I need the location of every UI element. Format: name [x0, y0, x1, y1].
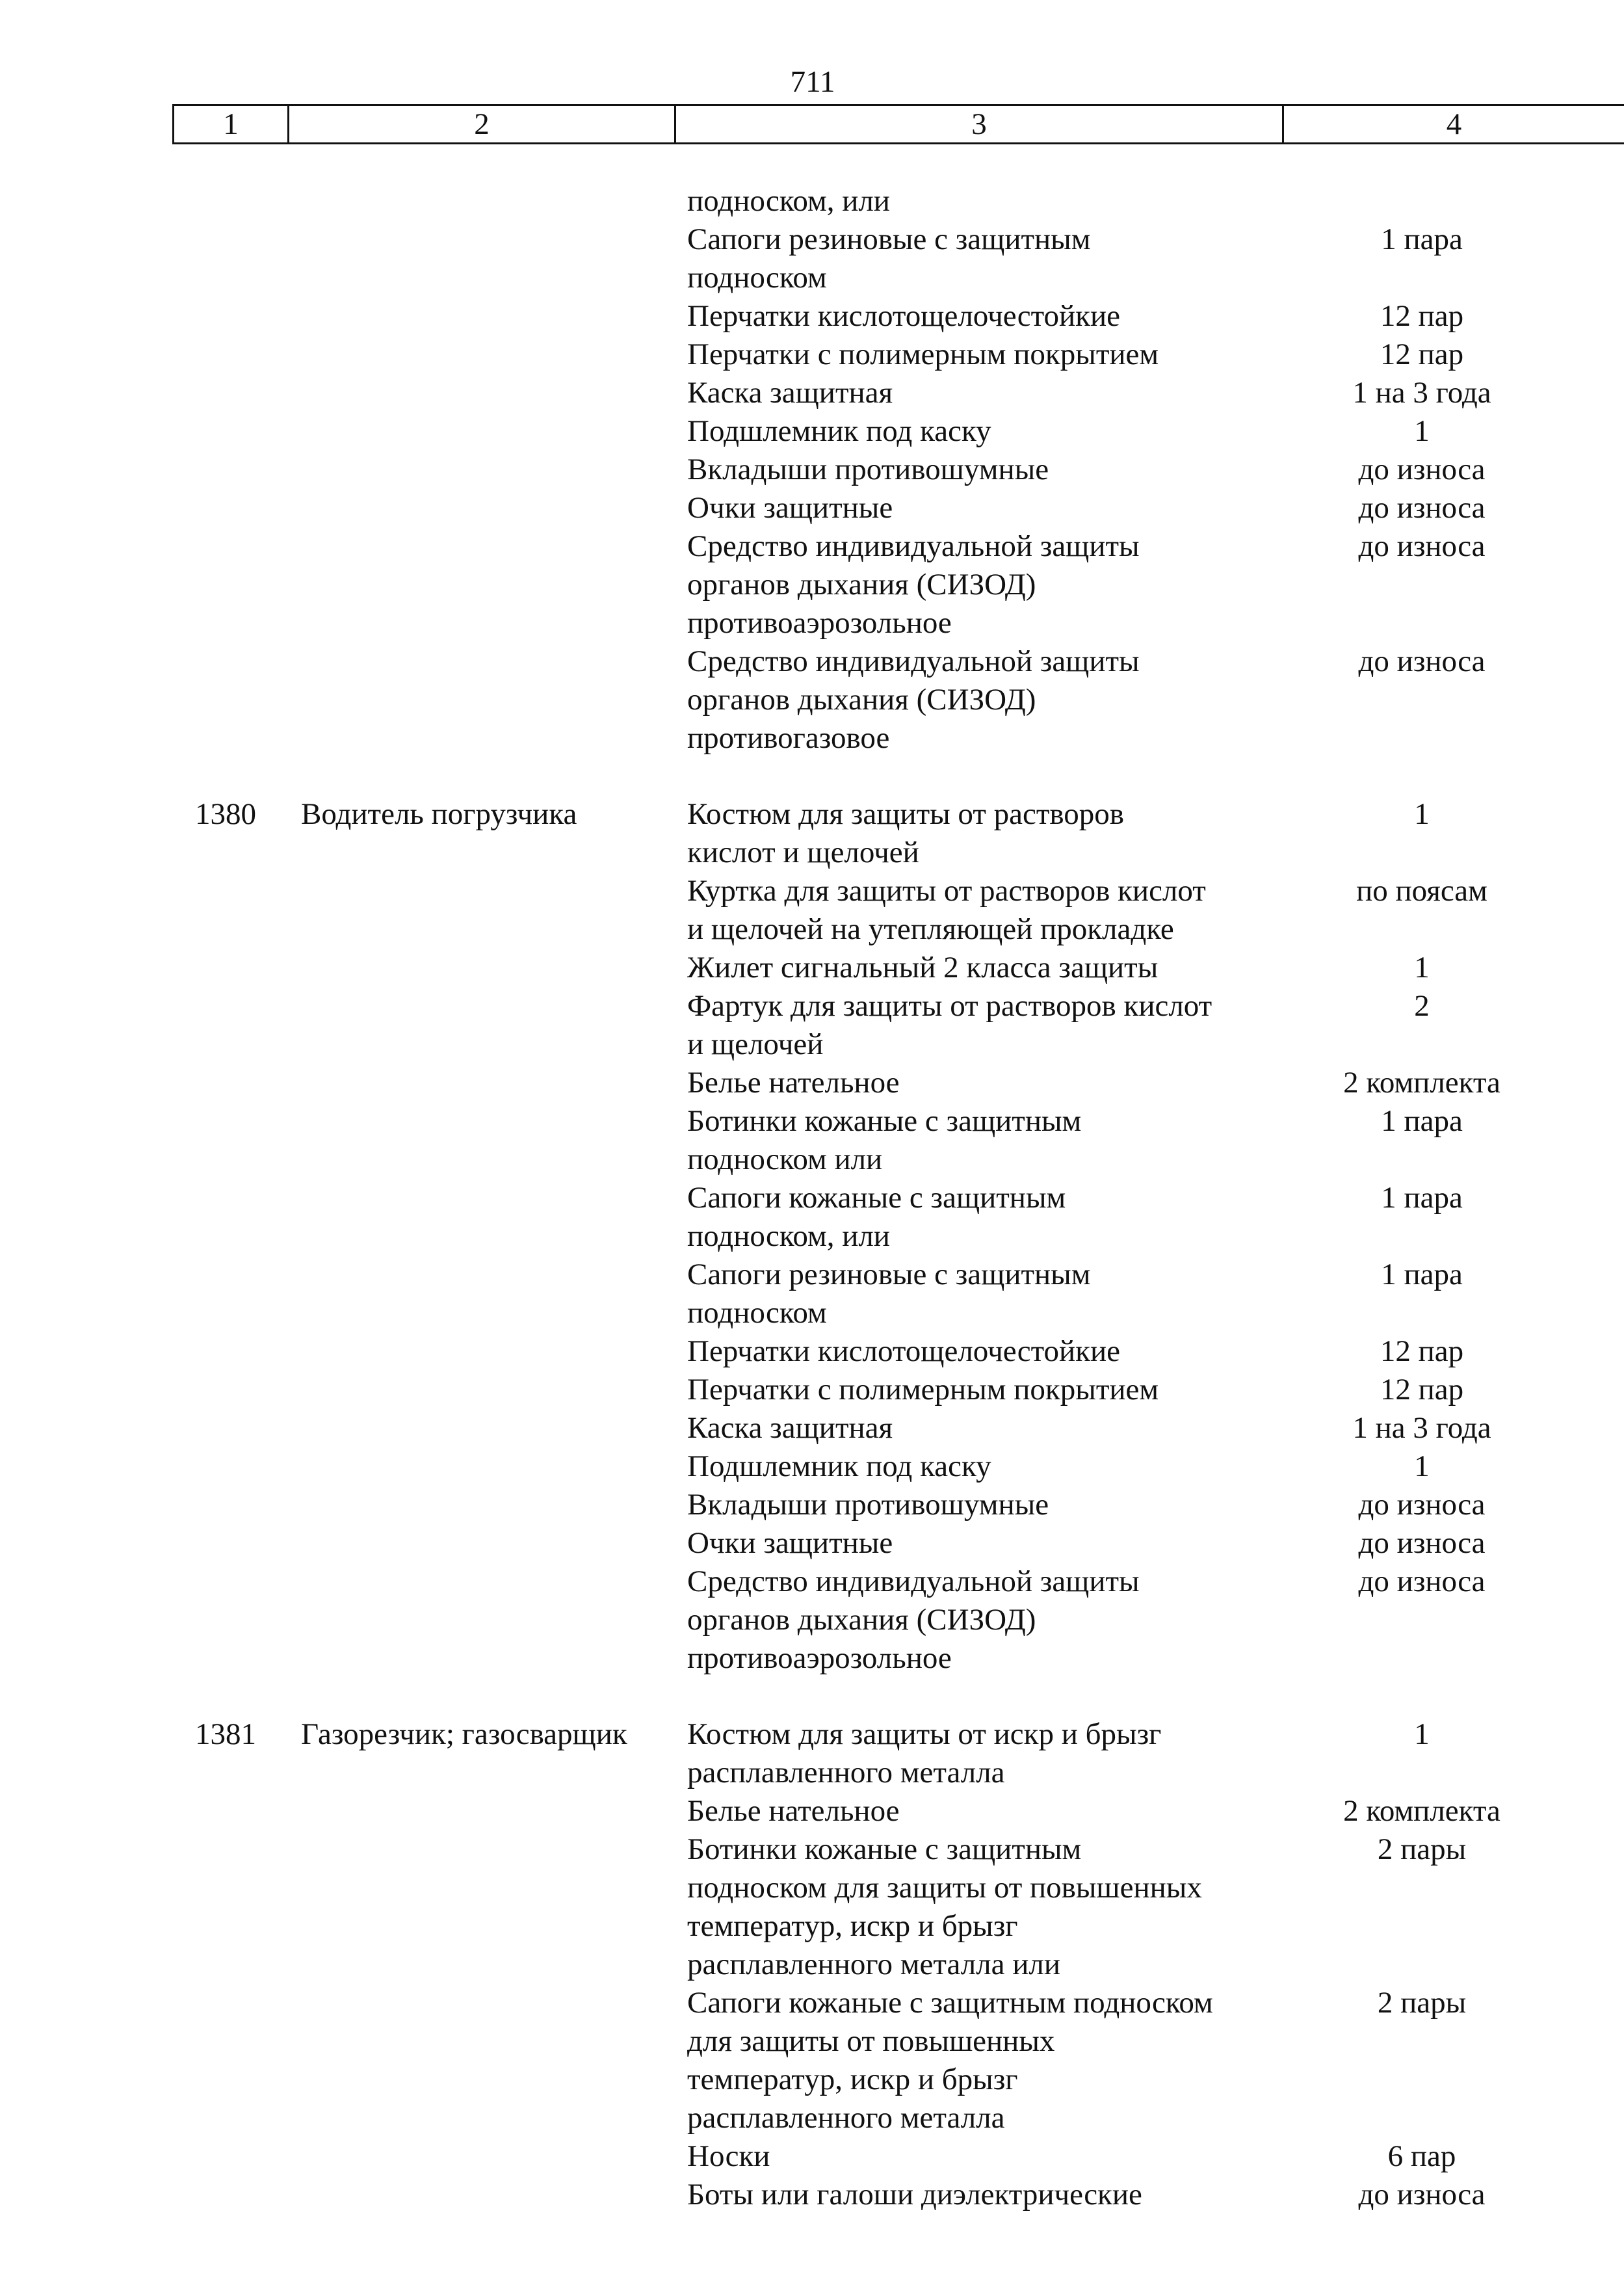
table-row — [687, 1447, 1597, 1486]
item-norm: до износа — [1358, 491, 1486, 525]
item-name: Вкладыши противошумные — [687, 453, 1049, 486]
item-name: Фартук для защиты от растворов кислот и щелочей — [687, 989, 1212, 1061]
item-name: Вкладыши противошумные — [687, 1488, 1049, 1522]
entry-number: 1381 — [195, 1717, 256, 1751]
item-name: подноском, или — [687, 184, 890, 218]
item-norm: по поясам — [1356, 874, 1487, 908]
item-name: Сапоги резиновые с защитным подноском — [687, 222, 1091, 295]
table-row — [687, 451, 1597, 489]
item-name: Жилет сигнальный 2 класса защиты — [687, 951, 1159, 984]
item-name: Подшлемник под каску — [687, 1449, 991, 1483]
table-row — [687, 527, 1597, 642]
table-row — [687, 795, 1597, 872]
item-norm: до износа — [1358, 2178, 1486, 2211]
item-name: Куртка для защиты от растворов кислот и щелочей на утепляющей прокладке — [687, 874, 1206, 946]
item-norm: 1 пара — [1381, 1258, 1463, 1291]
item-name: Сапоги кожаные с защитным подноском для защиты от повышенных температур, искр и брызг расплавленного металла — [687, 1986, 1213, 2135]
item-norm: 12 пар — [1380, 337, 1464, 371]
item-name: Очки защитные — [687, 491, 893, 525]
item-norm: 12 пар — [1380, 1373, 1464, 1406]
table-row — [687, 297, 1597, 336]
table-body — [0, 182, 1624, 2214]
table-entry — [0, 795, 1624, 1678]
entry-number: 1380 — [195, 797, 256, 831]
item-name: Каска защитная — [687, 376, 893, 410]
item-norm: 12 пар — [1380, 1334, 1464, 1368]
item-name: Ботинки кожаные с защитным подноском для защиты от повышенных температур, искр и брызг расплавленного металла или — [687, 1832, 1202, 1981]
header-col-1: 1 — [172, 106, 289, 142]
table-row — [687, 2137, 1597, 2176]
item-norm: 1 пара — [1381, 1181, 1463, 1215]
item-name: Ботинки кожаные с защитным подноском или — [687, 1104, 1082, 1176]
table-entry — [0, 182, 1624, 758]
item-norm: 1 — [1414, 951, 1430, 984]
table-row — [687, 1371, 1597, 1409]
table-row — [687, 987, 1597, 1064]
item-norm: 1 пара — [1381, 1104, 1463, 1138]
item-norm: до износа — [1358, 529, 1486, 563]
item-name: Носки — [687, 2139, 770, 2173]
header-col-4: 4 — [1446, 107, 1462, 141]
table-row — [687, 1830, 1597, 1984]
table-row — [687, 1409, 1597, 1447]
table-row — [687, 1256, 1597, 1332]
table-row — [687, 1563, 1597, 1678]
item-norm: 1 — [1414, 1449, 1430, 1483]
item-name: Перчатки с полимерным покрытием — [687, 1373, 1159, 1406]
table-row — [687, 336, 1597, 374]
item-norm: 1 на 3 года — [1352, 376, 1491, 410]
item-name: Средство индивидуальной защиты органов дыхания (СИЗОД) противоаэрозольное — [687, 1564, 1140, 1675]
table-row — [687, 412, 1597, 451]
item-norm: до износа — [1358, 644, 1486, 678]
item-name: Боты или галоши диэлектрические — [687, 2178, 1142, 2211]
header-col-3: 3 — [676, 106, 1284, 142]
table-row — [687, 1179, 1597, 1256]
item-norm: 1 — [1414, 1717, 1430, 1751]
item-norm: 1 на 3 года — [1352, 1411, 1491, 1445]
item-name: Перчатки кислотощелочестойкие — [687, 1334, 1121, 1368]
table-row — [687, 489, 1597, 527]
item-name: Очки защитные — [687, 1526, 893, 1560]
table-header — [172, 104, 1624, 144]
item-norm: до износа — [1358, 1526, 1486, 1560]
table-row — [687, 1792, 1597, 1830]
table-row — [687, 949, 1597, 987]
item-name: Сапоги резиновые с защитным подноском — [687, 1258, 1091, 1330]
table-row — [687, 1064, 1597, 1102]
item-norm: до износа — [1358, 1488, 1486, 1522]
entry-items — [687, 795, 1597, 1678]
table-row — [687, 872, 1597, 949]
entry-items — [687, 1715, 1597, 2214]
table-row — [687, 1715, 1597, 1792]
entry-items — [687, 182, 1597, 758]
item-norm: 1 пара — [1381, 222, 1463, 256]
table-row — [687, 1332, 1597, 1371]
table-row — [687, 374, 1597, 412]
page-number: 711 — [790, 65, 835, 99]
item-norm: 2 пары — [1377, 1832, 1467, 1866]
item-name: Перчатки кислотощелочестойкие — [687, 299, 1121, 333]
item-norm: 1 — [1414, 414, 1430, 448]
table-row — [687, 1984, 1597, 2137]
item-name: Подшлемник под каску — [687, 414, 991, 448]
item-norm: 2 пары — [1377, 1986, 1467, 2020]
item-name: Белье нательное — [687, 1794, 900, 1828]
item-norm: 2 — [1414, 989, 1430, 1023]
header-col-2: 2 — [289, 106, 676, 142]
item-name: Костюм для защиты от растворов кислот и щелочей — [687, 797, 1124, 869]
entry-profession: Газорезчик; газосварщик — [301, 1717, 627, 1751]
table-row — [687, 1524, 1597, 1563]
item-name: Сапоги кожаные с защитным подноском, или — [687, 1181, 1066, 1253]
table-row — [687, 182, 1597, 220]
item-norm: 1 — [1414, 797, 1430, 831]
table-row — [687, 2176, 1597, 2214]
item-name: Перчатки с полимерным покрытием — [687, 337, 1159, 371]
item-norm: 12 пар — [1380, 299, 1464, 333]
table-row — [687, 220, 1597, 297]
item-name: Каска защитная — [687, 1411, 893, 1445]
item-name: Средство индивидуальной защиты органов дыхания (СИЗОД) противоаэрозольное — [687, 529, 1140, 640]
item-norm: до износа — [1358, 453, 1486, 486]
table-entry — [0, 1715, 1624, 2214]
table-row — [687, 1486, 1597, 1524]
item-name: Средство индивидуальной защиты органов дыхания (СИЗОД) противогазовое — [687, 644, 1140, 755]
item-norm: 2 комплекта — [1343, 1794, 1500, 1828]
item-norm: 6 пар — [1387, 2139, 1456, 2173]
item-name: Костюм для защиты от искр и брызг расплавленного металла — [687, 1717, 1162, 1789]
table-row — [687, 1102, 1597, 1179]
table-row — [687, 642, 1597, 758]
item-norm: до износа — [1358, 1564, 1486, 1598]
item-name: Белье нательное — [687, 1066, 900, 1100]
entry-profession: Водитель погрузчика — [301, 797, 577, 831]
item-norm: 2 комплекта — [1343, 1066, 1500, 1100]
